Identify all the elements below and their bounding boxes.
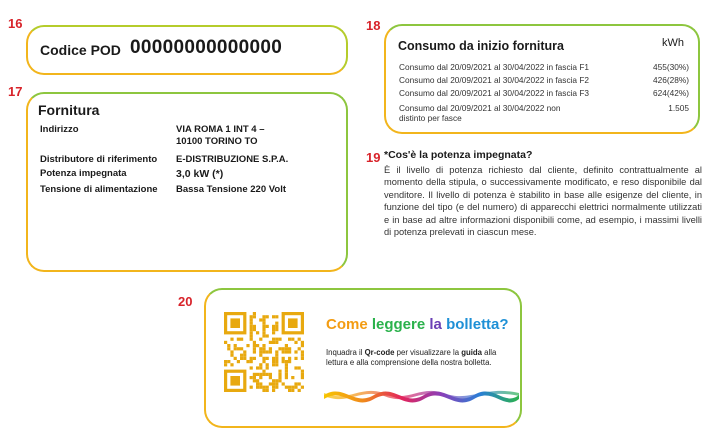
qr-text-part: alla lettura e alla comprensione della nostra bolletta. — [326, 348, 497, 368]
fornitura-key: Potenza impegnata — [40, 168, 127, 179]
potenza-explanation: È il livello di potenza richiesto dal cliente, definito contrattualmente al momento della stipula, o successivamente modificato, e reso disponibile dal venditore. Il livello di potenza è stabilito in base alle esigenze del cliente, in funzione del tipo (e del numero) di apparecchi elettrici normalmente utilizzati e in base ad altre informazioni disponibili come, ad esempio, i massimi livelli di potenza prelevati in ciascun mese. — [384, 165, 702, 238]
qr-headline-part: Come — [326, 316, 372, 333]
qr-text-part: per visualizzare la — [394, 348, 462, 357]
qr-text-part: Inquadra il — [326, 348, 365, 357]
consumo-desc: Consumo dal 20/09/2021 al 30/04/2022 in fascia F3 — [399, 88, 590, 98]
consumo-value: 455(30%) — [653, 62, 689, 72]
section-number-18: 18 — [366, 18, 381, 33]
consumo-desc: Consumo dal 20/09/2021 al 30/04/2022 in fascia F2 — [399, 75, 590, 85]
fornitura-key: Tensione di alimentazione — [40, 184, 158, 195]
qr-box — [204, 288, 522, 428]
consumo-value: 426(28%) — [653, 75, 689, 85]
fornitura-title: Fornitura — [38, 102, 100, 118]
section-number-20: 20 — [178, 294, 193, 309]
pod-value: 00000000000000 — [130, 37, 283, 58]
consumo-desc: Consumo dal 20/09/2021 al 30/04/2022 in fascia F1 — [399, 62, 590, 72]
fornitura-key: Indirizzo — [40, 124, 79, 135]
consumo-desc: Consumo dal 20/09/2021 al 30/04/2022 non distinto per fasce — [399, 103, 561, 123]
rainbow-wave-icon — [324, 381, 519, 409]
qr-headline-part: bolletta? — [446, 316, 509, 333]
potenza-info — [384, 149, 702, 238]
section-number-16: 16 — [8, 16, 23, 31]
consumo-box — [384, 24, 700, 134]
qr-text-bold: Qr-code — [364, 348, 395, 357]
qr-headline-part: la — [429, 316, 447, 333]
consumo-unit: kWh — [662, 37, 684, 49]
qr-text-bold: guida — [461, 348, 483, 357]
section-number-17: 17 — [8, 84, 23, 99]
fornitura-value: VIA ROMA 1 INT 4 – 10100 TORINO TO — [176, 124, 265, 147]
qr-code-icon[interactable] — [224, 312, 304, 392]
pod-box — [26, 25, 348, 75]
fornitura-key: Distributore di riferimento — [40, 154, 158, 165]
fornitura-box — [26, 92, 348, 272]
consumo-title: Consumo da inizio fornitura — [398, 39, 564, 53]
qr-headline-part: leggere — [371, 316, 430, 333]
fornitura-value: 3,0 kW (*) — [176, 168, 224, 180]
consumo-value: 1.505 — [668, 103, 689, 113]
section-number-19: 19 — [366, 150, 381, 165]
fornitura-value: Bassa Tensione 220 Volt — [176, 184, 286, 195]
consumo-value: 624(42%) — [653, 88, 689, 98]
fornitura-value: E-DISTRIBUZIONE S.P.A. — [176, 154, 289, 165]
qr-instructions — [326, 348, 518, 369]
pod-label: Codice POD — [40, 42, 121, 58]
qr-headline — [326, 316, 509, 333]
potenza-question: *Cos'è la potenza impegnata? — [384, 149, 533, 161]
